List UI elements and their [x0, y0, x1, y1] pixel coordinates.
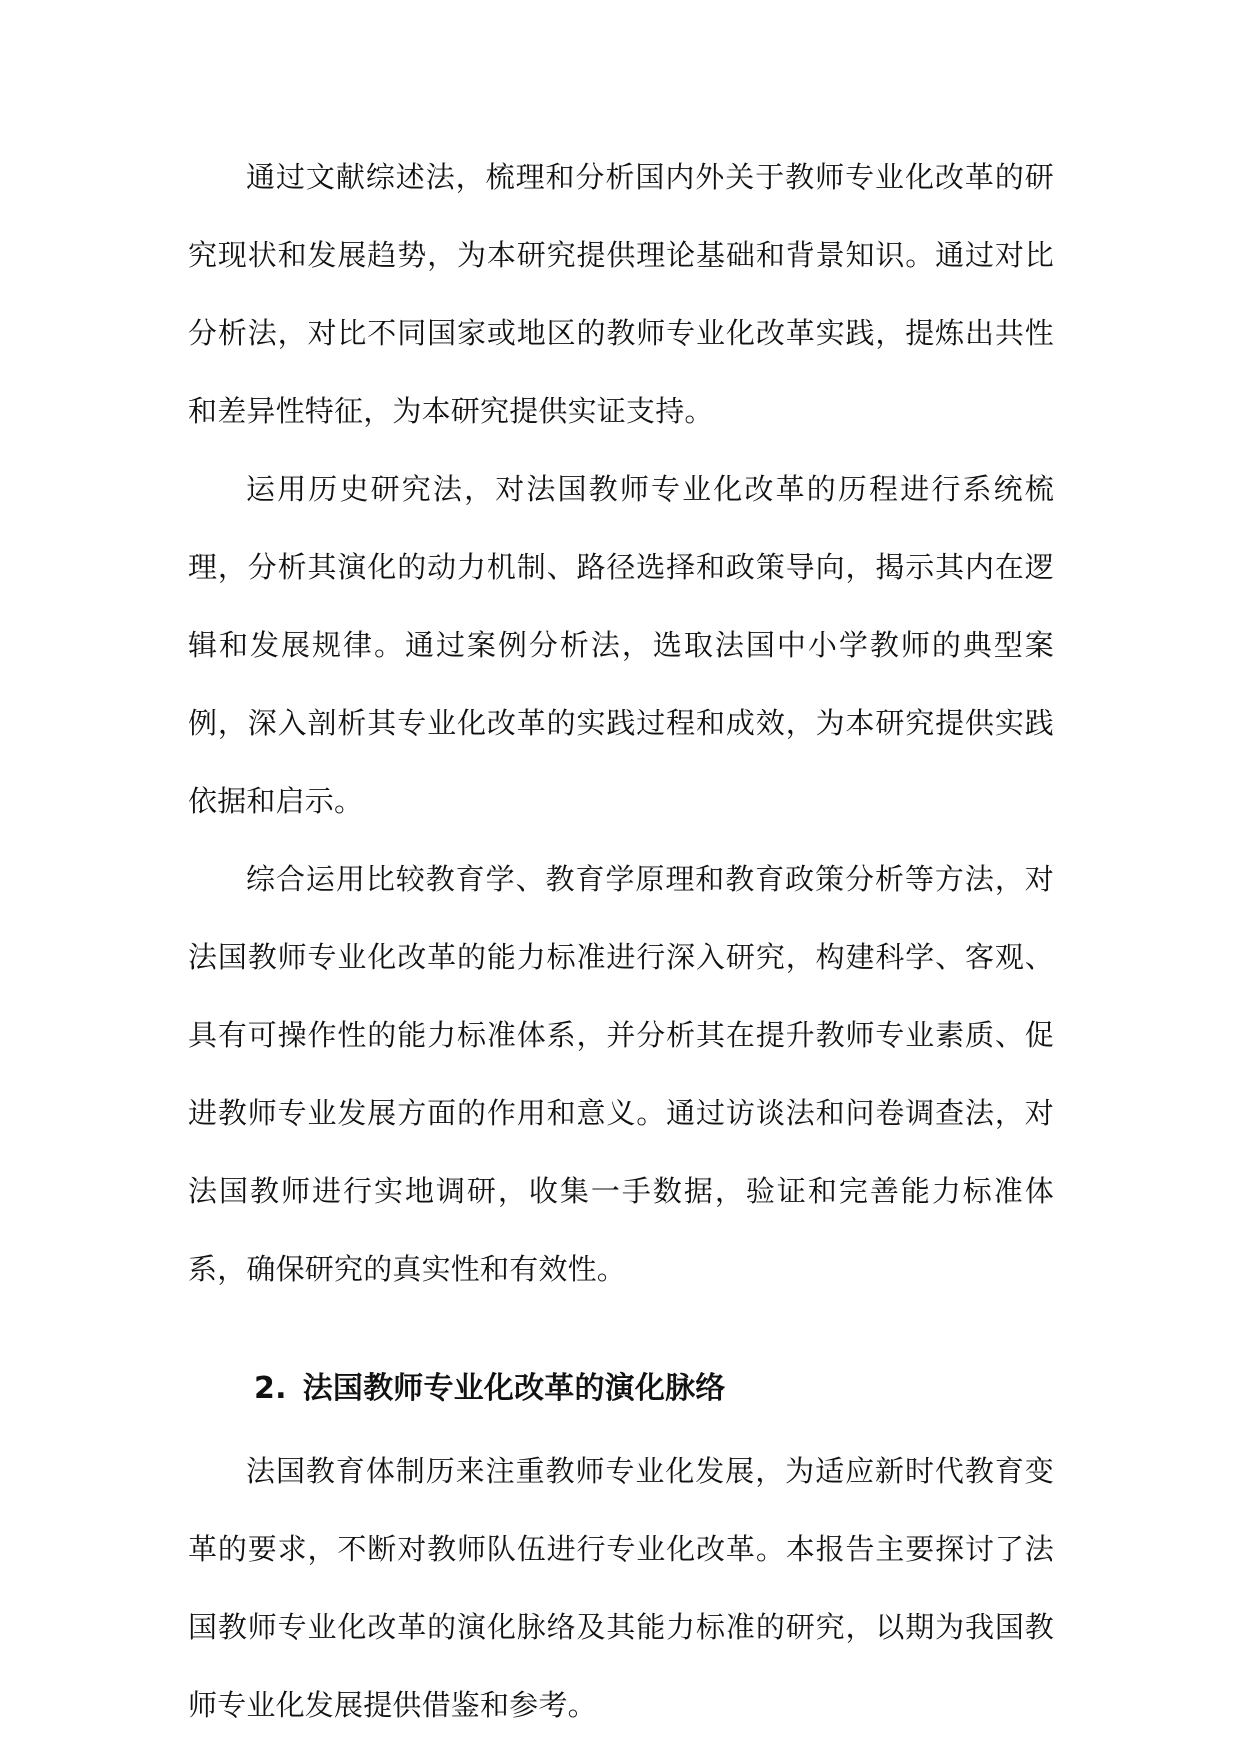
paragraph: 法国教育体制历来注重教师专业化发展，为适应新时代教育变革的要求，不断对教师队伍进行专业化改革。本报告主要探讨了法国教师专业化改革的演化脉络及其能力标准的研究，以期为我国教师专业化发展提供借鉴和参考。: [188, 1454, 1054, 1722]
section-heading: [188, 1346, 1054, 1432]
paragraph: 综合运用比较教育学、教育学原理和教育政策分析等方法，对法国教师专业化改革的能力标准进行深入研究，构建科学、客观、具有可操作性的能力标准体系，并分析其在提升教师专业素质、促进教师专业发展方面的作用和意义。通过访谈法和问卷调查法，对法国教师进行实地调研，收集一手数据，验证和完善能力标准体系，确保研究的真实性和有效性。: [188, 862, 1054, 1286]
document-body: [188, 138, 1054, 1744]
section-title: 法国教师专业化改革的演化脉络: [302, 1371, 726, 1406]
section-number: 2.: [254, 1371, 287, 1406]
paragraph: 通过文献综述法，梳理和分析国内外关于教师专业化改革的研究现状和发展趋势，为本研究提供理论基础和背景知识。通过对比分析法，对比不同国家或地区的教师专业化改革实践，提炼出共性和差异性特征，为本研究提供实证支持。: [188, 160, 1054, 428]
paragraph: 运用历史研究法，对法国教师专业化改革的历程进行系统梳理，分析其演化的动力机制、路径选择和政策导向，揭示其内在逻辑和发展规律。通过案例分析法，选取法国中小学教师的典型案例，深入剖析其专业化改革的实践过程和成效，为本研究提供实践依据和启示。: [188, 472, 1054, 818]
